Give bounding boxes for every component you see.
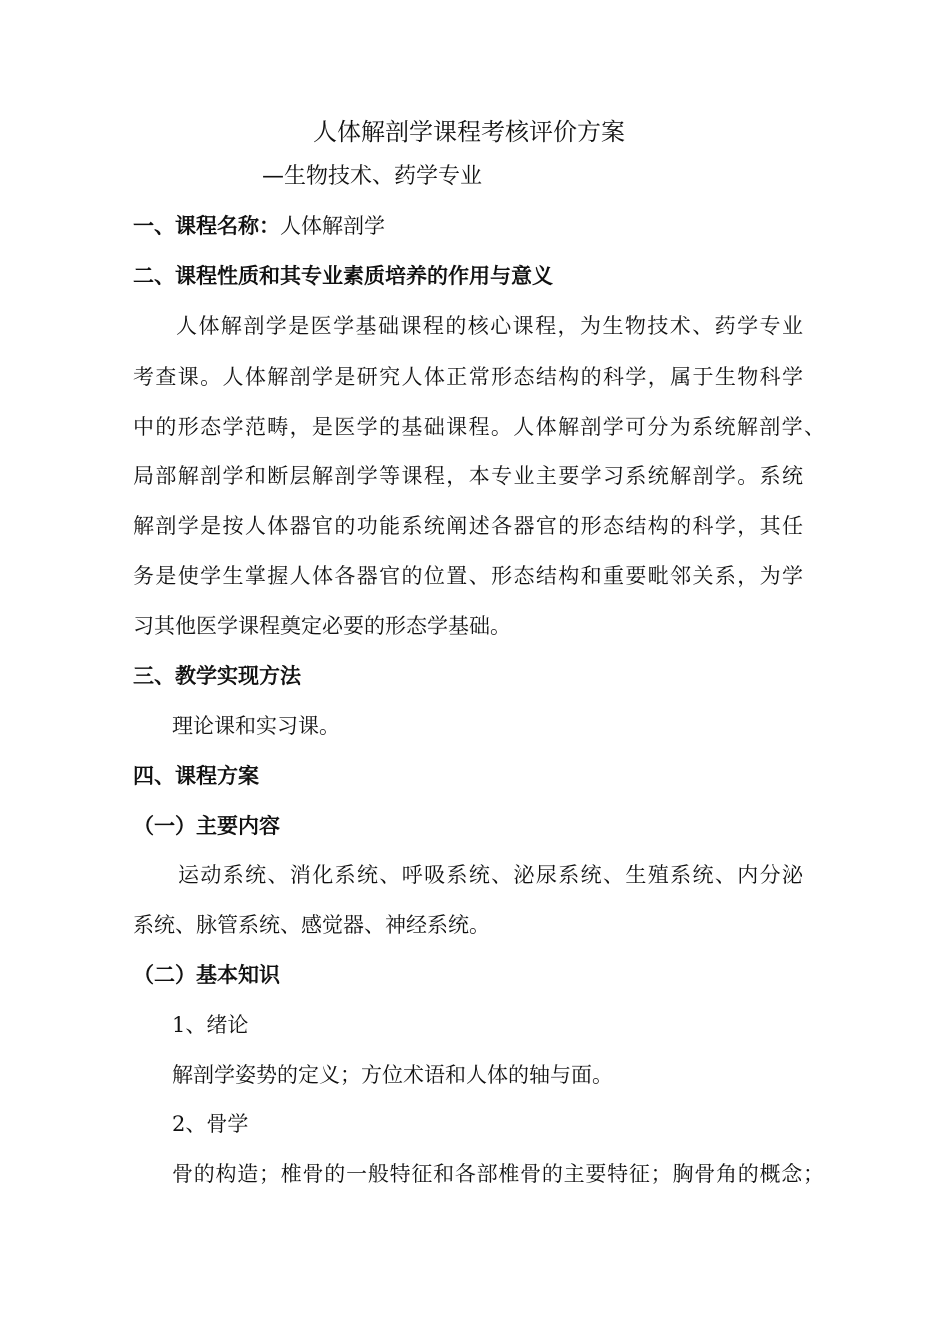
section-3-heading: 三、教学实现方法 — [133, 664, 301, 688]
course-name-value: 人体解剖学 — [280, 214, 385, 238]
section-4-heading: 四、课程方案 — [133, 764, 259, 788]
section-2-paragraph-line: 习其他医学课程奠定必要的形态学基础。 — [133, 614, 511, 638]
section-1-heading: 一、课程名称： — [133, 214, 280, 238]
section-2-paragraph-line: 人体解剖学是医学基础课程的核心课程，为生物技术、药学专业 — [176, 314, 803, 338]
section-2-paragraph-line: 局部解剖学和断层解剖学等课程，本专业主要学习系统解剖学。系统 — [133, 464, 803, 488]
subsection-1-line: 系统、脉管系统、感觉器、神经系统。 — [133, 913, 490, 937]
knowledge-item-label: 2、骨学 — [172, 1112, 249, 1136]
section-2-paragraph-line: 解剖学是按人体器官的功能系统阐述各器官的形态结构的科学，其任 — [133, 514, 803, 538]
knowledge-item-label: 1、绪论 — [172, 1013, 249, 1037]
section-3-text: 理论课和实习课。 — [172, 714, 340, 738]
section-1 — [133, 213, 385, 239]
document-title: 人体解剖学课程考核评价方案 — [313, 118, 625, 146]
knowledge-item-text: 骨的构造；椎骨的一般特征和各部椎骨的主要特征；胸骨角的概念； — [172, 1162, 824, 1186]
section-2-paragraph-line: 考查课。人体解剖学是研究人体正常形态结构的科学，属于生物科学 — [133, 365, 803, 389]
subsection-1-heading: （一）主要内容 — [133, 814, 280, 838]
section-2-heading: 二、课程性质和其专业素质培养的作用与意义 — [133, 264, 553, 288]
knowledge-item-text: 解剖学姿势的定义；方位术语和人体的轴与面。 — [172, 1063, 613, 1087]
subsection-1-line: 运动系统、消化系统、呼吸系统、泌尿系统、生殖系统、内分泌 — [178, 863, 803, 887]
section-2-paragraph-line: 中的形态学范畴，是医学的基础课程。人体解剖学可分为系统解剖学、 — [133, 415, 825, 439]
document-subtitle: —生物技术、药学专业 — [262, 164, 483, 189]
section-2-paragraph-line: 务是使学生掌握人体各器官的位置、形态结构和重要毗邻关系，为学 — [133, 564, 803, 588]
subsection-2-heading: （二）基本知识 — [133, 963, 280, 987]
